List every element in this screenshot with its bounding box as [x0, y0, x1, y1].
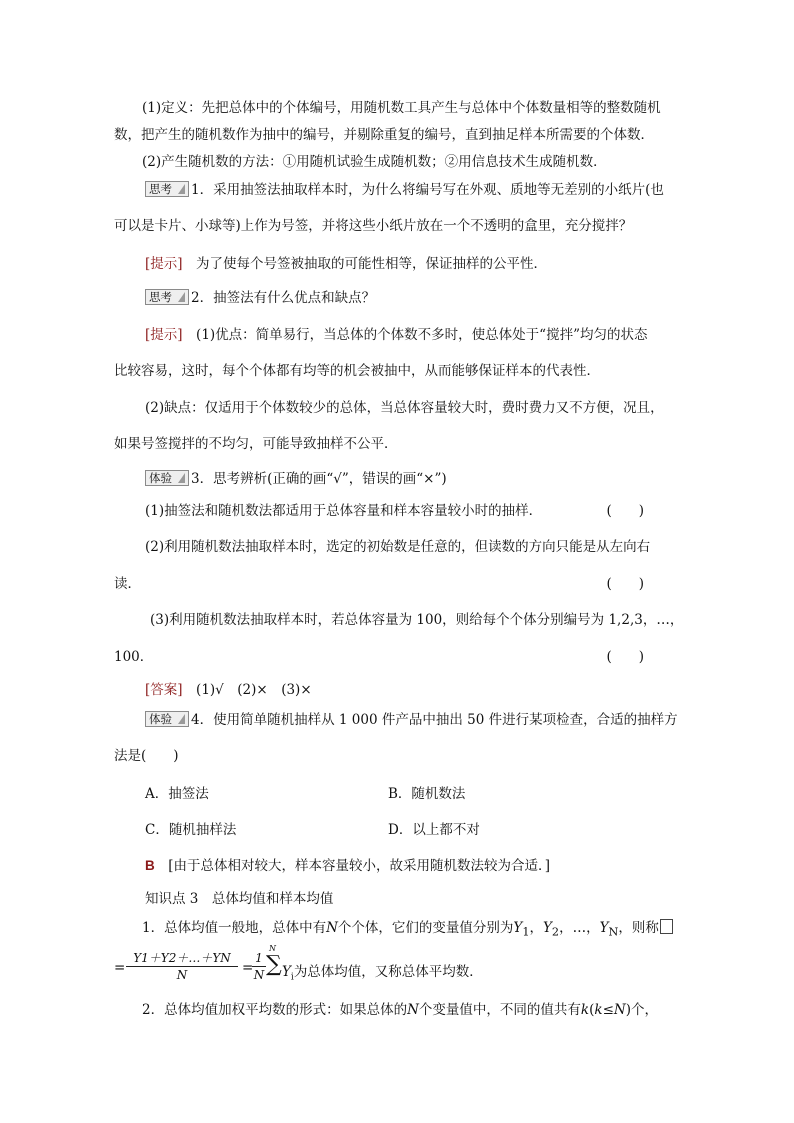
population-mean-line: 1．总体均值一般地，总体中有N个个体，它们的变量值分别为$Y_1$，$Y_2$，…，$Y_N$，则称 — [142, 918, 673, 943]
hint-tag: [提示] — [145, 327, 183, 343]
var-y: Y — [513, 920, 523, 936]
answer-blank: ( ) — [606, 649, 644, 665]
text: )个， — [625, 1002, 658, 1018]
option-c: C．随机抽样法 — [145, 822, 237, 838]
think-2-text: 2．抽签法有什么优点和缺点？ — [191, 290, 376, 306]
mean-formula — [114, 944, 714, 992]
think-tag: 思考 — [145, 289, 189, 305]
var-n: N — [407, 1002, 419, 1018]
var-k: k — [580, 1002, 590, 1018]
text: 个个体，它们的变量值分别为 — [337, 920, 514, 936]
fraction-denominator: N — [253, 968, 265, 982]
answer-4 — [145, 856, 550, 876]
exercise-3-item-2-line-2: 读． — [114, 576, 141, 592]
random-method-line: (2)产生随机数的方法：①用随机试验生成随机数；②用信息技术生成随机数． — [142, 154, 607, 170]
exercise-4-line-1 — [145, 710, 678, 730]
sigma-upper-limit: N — [269, 944, 276, 953]
subscript: 2 — [551, 925, 560, 939]
hint-1 — [145, 254, 547, 274]
think-tag: 思考 — [145, 181, 189, 197]
subscript: i — [290, 972, 294, 983]
subscript: 1 — [522, 925, 530, 939]
definition-line-1: (1)定义：先把总体中的个体编号，用随机数工具产生与总体中个体数量相等的整数随机 — [142, 100, 661, 116]
sigma-symbol: ∑ — [266, 952, 282, 977]
answer-blank: ( ) — [606, 503, 644, 519]
answer-3-text: (1)√ (2)× (3)× — [196, 682, 312, 698]
answer-tag: [答案] — [145, 682, 183, 698]
answer-blank: ( ) — [606, 576, 644, 592]
var-k: k — [594, 1002, 603, 1018]
var-y: Y — [543, 920, 552, 936]
text: 2．总体均值加权平均数的形式：如果总体的 — [142, 1002, 408, 1018]
exercise-3-title-text: 3．思考辨析(正确的画“√”，错误的画“×”) — [191, 471, 447, 487]
fraction-numerator: 1 — [252, 950, 266, 967]
knowledge-point-3: 知识点 3 总体均值和样本均值 — [145, 891, 334, 907]
hint-2-line-1 — [145, 325, 647, 345]
think-1-text: 1．采用抽签法抽取样本时，为什么将编号写在外观、质地等无差别的小纸片(也 — [191, 182, 664, 198]
exercise-3-item-2-line-1: (2)利用随机数法抽取样本时，选定的初始数是任意的，但读数的方向只能是从左向右 — [145, 539, 651, 555]
equals-sign: = — [242, 960, 254, 976]
weighted-mean-line — [142, 1000, 658, 1020]
var-n: N — [326, 920, 338, 936]
fraction-sum — [126, 950, 238, 983]
exercise-4-text-1: 4．使用简单随机抽样从 1 000 件产品中抽出 50 件进行某项检查，合适的抽样方 — [191, 712, 678, 728]
answer-4-text: [由于总体相对较大，样本容量较小，故采用随机数法较为合适．] — [168, 858, 551, 874]
fraction-numerator: Y1＋Y2＋…＋YN — [126, 950, 238, 967]
text: ，…， — [559, 920, 600, 936]
equals-sign: = — [114, 960, 126, 976]
subscript: N — [608, 925, 619, 939]
fraction-denominator: N — [176, 968, 188, 982]
text: ≤ — [602, 1002, 614, 1018]
option-d: D．以上都不对 — [388, 822, 480, 838]
hint-2-text-1: (1)优点：简单易行，当总体的个体数不多时，使总体处于“搅拌”均匀的状态 — [196, 327, 648, 343]
text: ，则称 — [618, 920, 659, 936]
hint-2-line-2: 比较容易，这时，每个个体都有均等的机会被抽中，从而能够保证样本的代表性． — [114, 363, 600, 379]
text: ( — [589, 1002, 595, 1018]
option-b: B．随机数法 — [388, 786, 466, 802]
var-y: Y — [282, 964, 291, 980]
experience-tag: 体验 — [145, 711, 189, 727]
hint-tag: [提示] — [145, 256, 183, 272]
missing-glyph-box — [660, 919, 673, 934]
text: 个变量值中，不同的值共有 — [418, 1002, 581, 1018]
text: 1．总体均值一般地，总体中有 — [142, 920, 327, 936]
exercise-4-line-2: 法是( ) — [114, 748, 179, 764]
definition-line-2: 数，把产生的随机数作为抽中的编号，并剔除重复的编号，直到抽足样本所需要的个体数． — [114, 127, 654, 143]
think-1-line-1 — [145, 180, 664, 200]
exercise-3-item-3-line-1: (3)利用随机数法抽取样本时，若总体容量为 100，则给每个个体分别编号为 1,2,3，…， — [150, 612, 684, 628]
hint-2-line-3: (2)缺点：仅适用于个体数较少的总体，当总体容量较大时，费时费力又不方便，况且， — [145, 400, 664, 416]
answer-letter: B — [145, 858, 155, 873]
var-n: N — [613, 1002, 626, 1018]
formula-tail — [282, 960, 483, 983]
exercise-3-item-1: (1)抽签法和随机数法都适用于总体容量和样本容量较小时的抽样． — [145, 503, 543, 519]
hint-1-text: 为了使每个号签被抽取的可能性相等，保证抽样的公平性． — [196, 256, 548, 272]
exercise-3-item-3-line-2: 100． — [114, 649, 154, 665]
option-a: A．抽签法 — [145, 786, 209, 802]
hint-2-line-4: 如果号签搅拌的不均匀，可能导致抽样不公平． — [114, 436, 398, 452]
text: 为总体均值，又称总体平均数． — [293, 964, 483, 980]
exercise-3-title — [145, 469, 447, 489]
think-1-line-2: 可以是卡片、小球等)上作为号签，并将这些小纸片放在一个不透明的盒里，充分搅拌？ — [114, 218, 633, 234]
experience-tag: 体验 — [145, 470, 189, 486]
var-y: Y — [599, 920, 609, 936]
answer-3 — [145, 680, 312, 700]
fraction-one-over-n — [252, 950, 266, 983]
think-2 — [145, 288, 375, 308]
